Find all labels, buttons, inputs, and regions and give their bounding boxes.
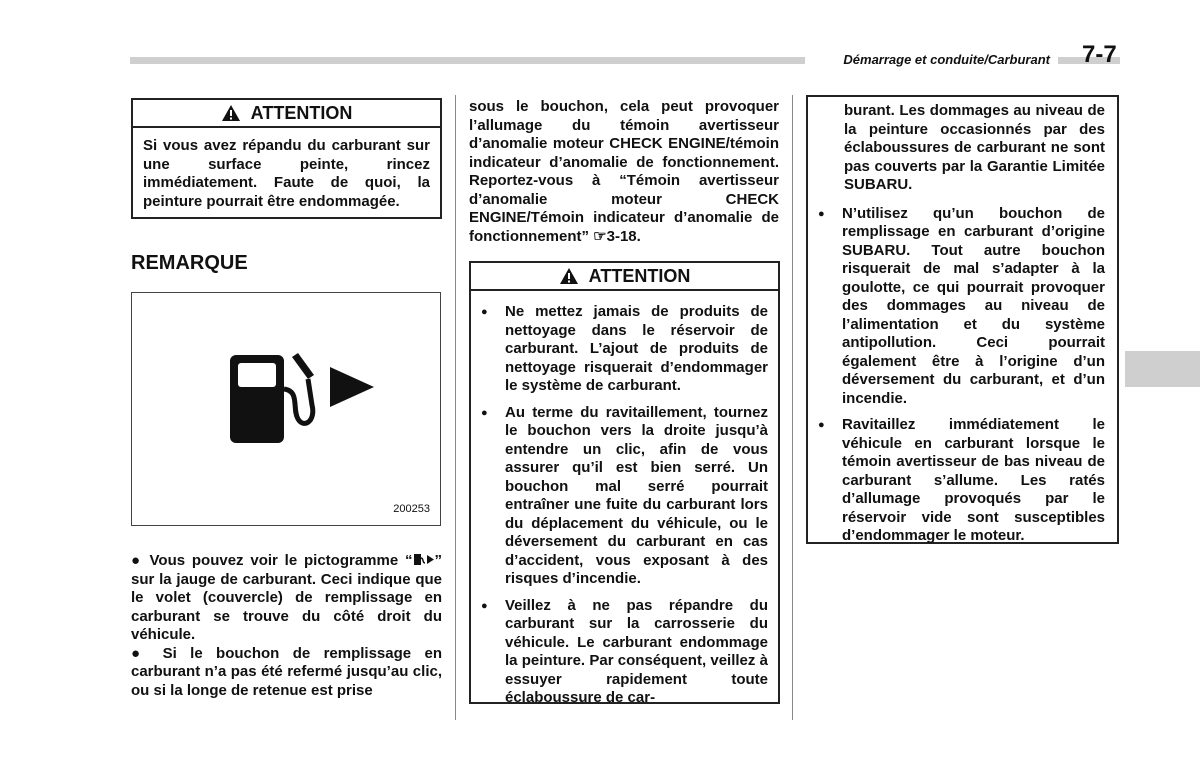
continued-text: sous le bouchon, cela peut provoquer l’allumage du témoin avertisseur d’anomalie moteur CHECK ENGINE/témoin indicateur d’anomalie de fonctionnement. Reportez-vous à “Témoin avertisseur d’anomalie moteur CHECK ENGINE/Témoin indicateur d’anomalie de fonctionnement” ☞3-18. (469, 98, 779, 245)
remarque-text (131, 552, 442, 700)
attention-title: ATTENTION (250, 102, 353, 123)
bullet-dot: ● (131, 644, 163, 662)
header-rule (130, 57, 805, 64)
attention-title: ATTENTION (588, 265, 691, 286)
fuel-pump-arrow-icon (413, 553, 435, 566)
warning-triangle-icon (559, 267, 579, 285)
attention-header (471, 263, 778, 291)
page-number: 7-7 (1082, 41, 1117, 68)
list-item: ● Au terme du ravitaillement, tournez le bouchon vers la droite jusqu’à entendre un clic, afin de vous assurer qu’il est bien serré. Un bouchon mal serré pourrait entraîner une fuite du carburant lors du déplacement du véhicule, ou le déversement du carburant en cas d’accident, vous exposant à des risques d’incendie. (471, 404, 768, 589)
continued-text: burant. Les dommages au niveau de la peinture occasionnés par des éclaboussures de carburant ne sont pas couverts par la Garantie Limitée SUBARU. (844, 102, 1105, 193)
bullet-dot: ● (131, 552, 150, 569)
remarque-paragraph: ● Vous pouvez voir le pictogramme “ ” sur la jauge de carburant. Ceci indique que le volet (couvercle) de remplissage en carburant se trouve du côté droit du véhicule. (131, 552, 442, 643)
attention-list (808, 195, 1117, 546)
column-divider (455, 95, 456, 720)
attention-list (471, 291, 778, 708)
figure-number: 200253 (393, 503, 430, 515)
chapter-tab (1125, 351, 1200, 387)
fuel-pump-arrow-icon (228, 349, 378, 445)
attention-box-continued (806, 95, 1119, 544)
section-title: Démarrage et conduite/Carburant (843, 52, 1050, 67)
list-item: ● N’utilisez qu’un bouchon de remplissage en carburant d’origine SUBARU. Tout autre bouchon risquerait de mal s’adapter à la goulotte, ce qui pourrait provoquer des dommages au niveau de l’alimentation et du système antipollution. Ceci pourrait également être à l’origine d’un déversement du carburant, et d’un incendie. (808, 205, 1105, 409)
attention-text: Si vous avez répandu du carburant sur une surface peinte, rincez immédiatement. Faute de quoi, la peinture pourrait être endommagée. (143, 137, 430, 210)
attention-header (133, 100, 440, 128)
warning-triangle-icon (221, 104, 241, 122)
list-item: ● Ravitaillez immédiatement le véhicule en carburant lorsque le témoin avertisseur de bas niveau de carburant s’allume. Les ratés d’allumage provoqués par le réservoir vide sont susceptibles d’endommager le moteur. (808, 416, 1105, 546)
attention-box (469, 261, 780, 704)
remarque-heading: REMARQUE (131, 252, 248, 274)
remarque-paragraph: ● Si le bouchon de remplissage en carburant n’a pas été refermé jusqu’au clic, ou si la longe de retenue est prise (131, 644, 442, 699)
list-item: ● Veillez à ne pas répandre du carburant sur la carrosserie du véhicule. Le carburant endommage la peinture. Par conséquent, veillez à essuyer rapidement toute éclaboussure de car- (471, 597, 768, 708)
column-divider (792, 95, 793, 720)
list-item: ● Ne mettez jamais de produits de nettoyage dans le réservoir de carburant. L’ajout de produits de nettoyage risquerait d’endommager le système de carburant. (471, 303, 768, 396)
attention-box (131, 98, 442, 219)
fuel-figure (131, 292, 441, 526)
